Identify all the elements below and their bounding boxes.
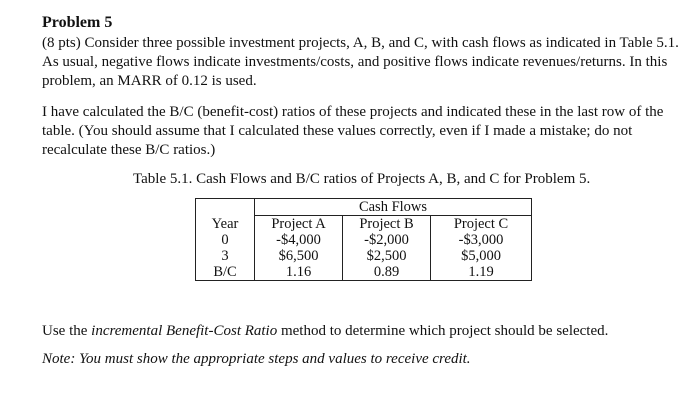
table-header-row <box>196 216 532 233</box>
credit-note: Note: You must show the appropriate steps and values to receive credit. <box>42 351 471 367</box>
project-b-header: Project B <box>343 216 431 233</box>
instruction-prefix: Use the <box>42 323 92 339</box>
table-row <box>196 248 532 264</box>
problem-description: (8 pts) Consider three possible investment projects, A, B, and C, with cash flows as indicated in Table 5.1. As usual, negative flows indicate investments/costs, and positive flows indicate revenues/returns. In this problem, an MARR of 0.12 is used. <box>42 35 679 89</box>
table-caption: Table 5.1. Cash Flows and B/C ratios of Projects A, B, and C for Problem 5. <box>133 171 591 187</box>
cash-flows-header: Cash Flows <box>255 199 532 216</box>
project-c-cell: -$3,000 <box>431 232 532 248</box>
project-c-header: Project C <box>431 216 532 233</box>
project-a-cell: $6,500 <box>255 248 343 264</box>
project-a-header: Project A <box>255 216 343 233</box>
project-c-bc-cell: 1.19 <box>431 264 532 281</box>
problem-title: Problem 5 <box>42 14 113 31</box>
instruction-suffix: method to determine which project should be selected. <box>277 323 609 339</box>
cash-flow-table <box>195 198 532 281</box>
year-cell: 0 <box>196 232 255 248</box>
table-row <box>196 232 532 248</box>
year-header: Year <box>196 216 255 233</box>
project-b-cell: -$2,000 <box>343 232 431 248</box>
method-instruction <box>42 322 608 341</box>
project-b-bc-cell: 0.89 <box>343 264 431 281</box>
method-name: incremental Benefit-Cost Ratio <box>91 323 278 339</box>
year-cell: 3 <box>196 248 255 264</box>
project-b-cell: $2,500 <box>343 248 431 264</box>
table-group-header-row <box>196 199 532 216</box>
table-row <box>196 264 532 281</box>
project-a-bc-cell: 1.16 <box>255 264 343 281</box>
project-c-cell: $5,000 <box>431 248 532 264</box>
project-a-cell: -$4,000 <box>255 232 343 248</box>
bc-ratio-note: I have calculated the B/C (benefit-cost) ratios of these projects and indicated these in the last row of the table. (You should assume that I calculated these values correctly, even if I made a mistake; do not recalculate these B/C ratios.) <box>42 104 664 158</box>
problem-text-block <box>42 13 682 160</box>
table-corner-cell <box>196 199 255 216</box>
bc-label-cell: B/C <box>196 264 255 281</box>
